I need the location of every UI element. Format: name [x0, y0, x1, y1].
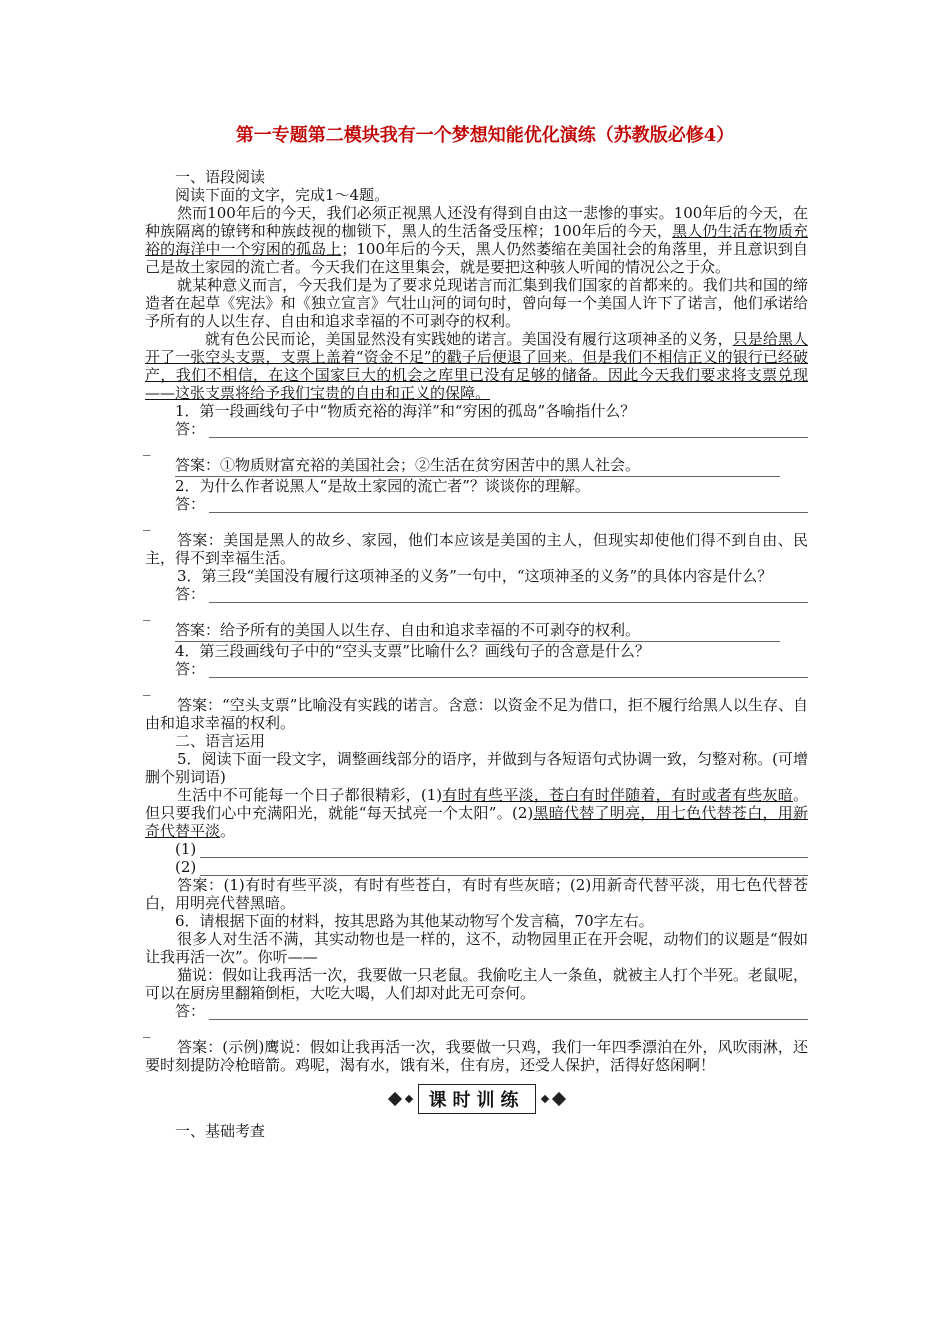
passage-paragraph-2: 就某种意义而言，今天我们是为了要求兑现诺言而汇集到我们国家的首都来的。我们共和国的缔造者在起草《宪法》和《独立宣言》气壮山河的词句时，曾向每一个美国人许下了诺言，他们承诺给予所有的人以生存、自由和追求幸福的不可剥夺的权利。 [145, 276, 808, 330]
question-1: 1．第一段画线句子中“物质充裕的海洋”和“穷困的孤岛”各喻指什么？ [175, 402, 636, 420]
answer-line-1[interactable]: 答： [145, 420, 808, 438]
question-6-material-2: 猫说：假如让我再活一次，我要做一只老鼠。我偷吃主人一条鱼，就被主人打个半死。老鼠呢，可以在厨房里翻箱倒柜，大吃大喝，人们却对此无可奈何。 [145, 966, 808, 1002]
dash-mark: _ [143, 1020, 151, 1038]
answer-3: 答案：给予所有的美国人以生存、自由和追求幸福的不可剥夺的权利。 [175, 621, 641, 639]
diamond-icon [540, 1095, 548, 1103]
dash-mark: _ [143, 603, 151, 621]
question-3: 3．第三段“美国没有履行这项神圣的义务”一句中，“这项神圣的义务”的具体内容是什么？ [177, 567, 773, 585]
question-6: 6．请根据下面的材料，按其思路为其他某动物写个发言稿，70字左右。 [175, 912, 654, 930]
question-6-material-1: 很多人对生活不满，其实动物也是一样的，这不，动物园里正在开会呢，动物们的议题是“假如让我再活一次”。你听—— [145, 930, 808, 966]
document-title: 第一专题第二模块我有一个梦想知能优化演练（苏教版必修4） [235, 125, 735, 146]
dash-mark: _ [143, 513, 151, 531]
answer-line-3[interactable]: 答： [145, 585, 808, 603]
question-5-text: 生活中不可能每一个日子都很精彩，(1)有时有些平淡，苍白有时伴随着，有时或者有些灰暗。但只要我们心中充满阳光，就能“每天拭亮一个太阳”。(2)黑暗代替了明亮，用七色代替苍白，用新奇代替平淡。 [145, 786, 808, 840]
answer-2: 答案：美国是黑人的故乡、家园，他们本应该是美国的主人，但现实却使他们得不到自由、民主，得不到幸福生活。 [145, 531, 808, 567]
answer-1: 答案：①物质财富充裕的美国社会；②生活在贫穷困苦中的黑人社会。 [175, 456, 641, 474]
answer-line-5-2[interactable]: (2) [145, 858, 808, 876]
section-heading-reading: 一、语段阅读 [175, 168, 266, 186]
passage-paragraph-1: 然而100年后的今天，我们必须正视黑人还没有得到自由这一悲惨的事实。100年后的今天，在种族隔离的镣铐和种族歧视的枷锁下，黑人的生活备受压榨；100年后的今天，黑人仍生活在物质充裕的海洋中一个穷困的孤岛上；100年后的今天，黑人仍然萎缩在美国社会的角落里，并且意识到自己是故土家园的流亡者。今天我们在这里集会，就是要把这种骇人听闻的情况公之于众。 [145, 204, 808, 276]
diamond-icon [551, 1092, 565, 1106]
document-page [145, 124, 808, 1140]
answer-line-2[interactable]: 答： [145, 495, 808, 513]
answer-line-6[interactable]: 答： [145, 1002, 808, 1020]
answer-line-5-1[interactable]: (1) [145, 840, 808, 858]
answer-line-4[interactable]: 答： [145, 660, 808, 678]
answer-5: 答案：(1)有时有些平淡，有时有些苍白，有时有些灰暗；(2)用新奇代替平淡，用七色代替苍白，用明亮代替黑暗。 [145, 876, 808, 912]
question-5: 5．阅读下面一段文字，调整画线部分的语序，并做到与各短语句式协调一致，匀整对称。(可增删个别词语) [145, 750, 808, 786]
question-2: 2．为什么作者说黑人“是故土家园的流亡者”？谈谈你的理解。 [175, 477, 590, 495]
instruction: 阅读下面的文字，完成1～4题。 [175, 186, 390, 204]
dash-mark: _ [143, 438, 151, 456]
diamond-icon [387, 1092, 401, 1106]
banner-title: 课时训练 [418, 1084, 536, 1114]
passage-paragraph-3: 就有色公民而论，美国显然没有实践她的诺言。美国没有履行这项神圣的义务，只是给黑人开了一张空头支票，支票上盖着“资金不足”的戳子后便退了回来。但是我们不相信正义的银行已经破产，我们不相信，在这个国家巨大的机会之库里已没有足够的储备。因此今天我们要求将支票兑现——这张支票将给予我们宝贵的自由和正义的保障。 [145, 330, 808, 402]
dash-mark: _ [143, 678, 151, 696]
section-heading-basic: 一、基础考查 [175, 1122, 266, 1140]
underlined-sentence-1: 黑人仍生活在物质充裕的海洋中一个穷困的孤岛上 [145, 222, 808, 258]
answer-4: 答案：“空头支票”比喻没有实践的诺言。含意：以资金不足为借口，拒不履行给黑人以生存、自由和追求幸福的权利。 [145, 696, 808, 732]
answer-6: 答案：(示例)鹰说：假如让我再活一次，我要做一只鸡，我们一年四季漂泊在外，风吹雨淋，还要时刻提防冷枪暗箭。鸡呢，渴有水，饿有米，住有房，还受人保护，活得好悠闲啊！ [145, 1038, 808, 1074]
underlined-sentence-3: 只是给黑人开了一张空头支票，支票上盖着“资金不足”的戳子后便退了回来。 [145, 330, 808, 366]
underlined-phrase-1: 有时有些平淡，苍白有时伴随着，有时或者有些灰暗 [442, 786, 793, 804]
underlined-phrase-2: 黑暗代替了明亮，用七色代替苍白，用新奇代替平淡 [145, 804, 808, 840]
section-heading-language: 二、语言运用 [175, 732, 266, 750]
section-banner [145, 1084, 808, 1114]
diamond-icon [404, 1095, 412, 1103]
question-4: 4．第三段画线句子中的“空头支票”比喻什么？画线句子的含意是什么？ [175, 642, 650, 660]
